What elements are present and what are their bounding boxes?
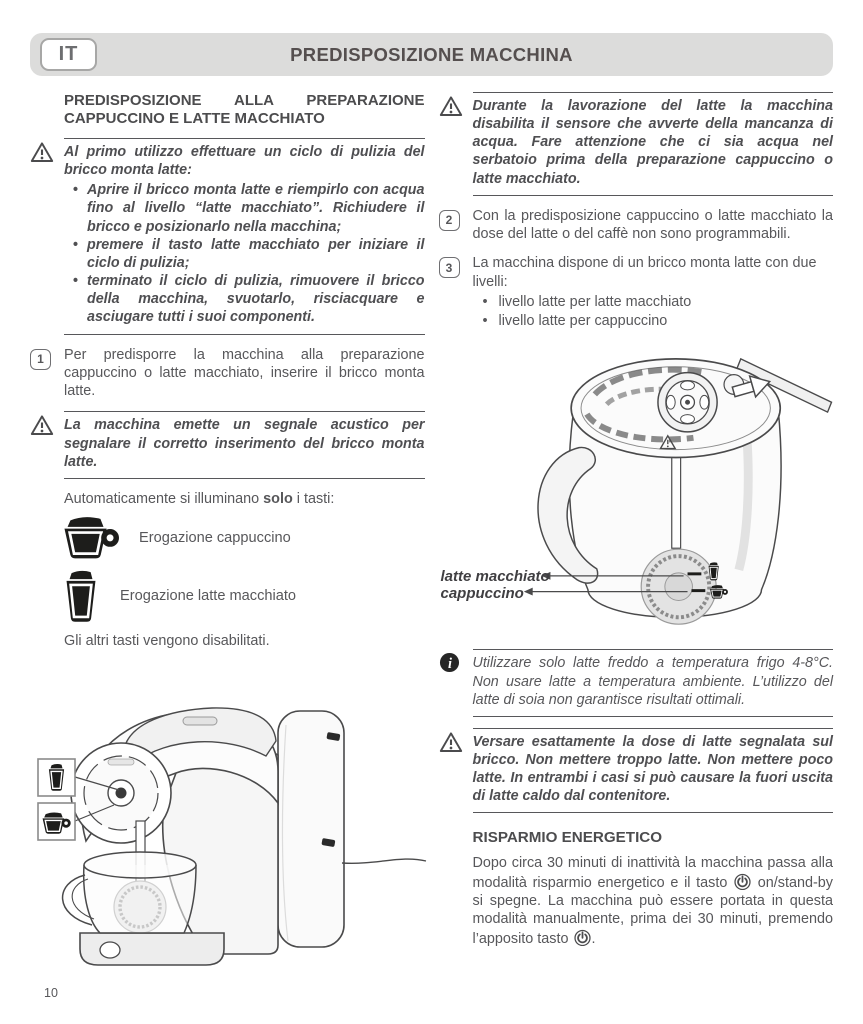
jug-label-latte-macchiato: latte macchiato (440, 568, 550, 586)
energy-paragraph (473, 854, 834, 947)
info-cold-milk (439, 649, 834, 716)
step-text: Per predisporre la macchina alla preparazione cappuccino o latte macchiato, inserire il bricco monta latte. (64, 346, 425, 400)
power-icon (574, 929, 591, 946)
keys-intro-prefix: Automaticamente si illuminano (64, 490, 264, 507)
section-title-risparmio-energetico: RISPARMIO ENERGETICO (472, 829, 663, 847)
warning-first-use (30, 138, 425, 335)
warning-milk-dose (439, 728, 834, 814)
keys-intro (64, 491, 425, 507)
cappuccino-cup-icon (62, 516, 119, 561)
warning-icon (439, 95, 463, 117)
machine-illustration (28, 653, 428, 983)
key-label: Erogazione latte macchiato (120, 588, 297, 605)
jug-level-glass-icon (708, 563, 718, 581)
warning-icon (30, 141, 54, 163)
svg-text:i: i (447, 656, 452, 673)
latte-glass-icon (62, 570, 100, 623)
warning-acoustic-signal (30, 411, 425, 478)
key-latte-macchiato (62, 570, 425, 623)
jug-lid (571, 359, 780, 458)
power-icon (734, 873, 751, 890)
content-columns (30, 92, 833, 983)
page-title: PREDISPOSIZIONE MACCHINA (290, 43, 573, 65)
step-text: Con la predisposizione cappuccino o latte macchiato la dose del latte o del caffè non sono programmabili. (472, 207, 833, 243)
info-icon (439, 652, 460, 673)
list-item: • premere il tasto latte macchiato per iniziare il ciclo di pulizia; (64, 236, 425, 272)
step-text: La macchina dispone di un bricco monta latte con due livelli: (472, 255, 817, 290)
step-2 (439, 207, 834, 244)
list-item: • livello latte per latte macchiato (473, 293, 834, 312)
header-bar (30, 33, 833, 76)
section-title-predisposizione: PREDISPOSIZIONE ALLA PREPARAZIONE CAPPUCCINO E LATTE MACCHIATO (64, 92, 425, 127)
jug-label-cappuccino: cappuccino (440, 585, 524, 603)
callout-glass-icon (49, 764, 64, 791)
right-column (439, 92, 834, 983)
step-1 (30, 346, 425, 401)
warning-bullets (64, 181, 425, 326)
language-badge: IT (40, 38, 97, 71)
info-text: Utilizzare solo latte freddo a temperatura frigo 4-8°C. Non usare latte a temperatura ambiente. L’utilizzo del latte di soia non garantisce risultati ottimali. (472, 655, 833, 708)
warning-icon (30, 414, 54, 436)
warning-text: Versare esattamente la dose di latte segnalata sul bricco. Non mettere troppo latte. Non mettere poco latte. In entrambi i casi si può causare la fuori uscita di latte caldo dal contenitore. (472, 733, 833, 805)
warning-text: La macchina emette un segnale acustico per segnalare il corretto inserimento del bricco monta latte. (64, 417, 425, 470)
step-3 (439, 254, 834, 330)
keys-intro-bold: solo (263, 490, 293, 507)
left-column (30, 92, 425, 983)
key-label: Erogazione cappuccino (139, 530, 291, 547)
list-item: • terminato il ciclo di pulizia, rimuovere il bricco della macchina, svuotarlo, risciacquare e asciugare tutti i suoi componenti. (64, 272, 425, 326)
list-item: • Aprire il bricco monta latte e riempirlo con acqua fino al livello “latte macchiato”. Richiudere il bricco e posizionarlo nella macchina; (64, 181, 425, 235)
machine-drawing (28, 653, 428, 983)
warning-water-sensor (439, 92, 834, 196)
step-number-badge: 2 (439, 210, 460, 231)
energy-text-part: Dopo circa 30 minuti di inattività la macchina passa alla modalità risparmio energetico e il tasto (472, 855, 833, 891)
milk-jug-illustration (439, 341, 834, 643)
step-number-badge: 3 (439, 257, 460, 278)
keys-outro: Gli altri tasti vengono disabilitati. (64, 632, 270, 649)
warning-text: Durante la lavorazione del latte la macchina disabilita il sensore che avverte della mancanza di acqua. Fare attenzione che ci sia acqua nel serbatoio prima della preparazione cappuccino o latte macchiato. (472, 98, 833, 187)
page-number: 10 (44, 986, 58, 1000)
step-number-badge: 1 (30, 349, 51, 370)
key-cappuccino (62, 516, 425, 561)
list-item: • livello latte per cappuccino (473, 312, 834, 331)
warning-icon (439, 731, 463, 753)
energy-text-part: on/stand-by si spegne. La macchina può essere portata in questa modalità manualmente, prima dei 30 minuti, premendo l’apposito tasto (472, 874, 833, 947)
levels-list (473, 293, 834, 330)
keys-intro-suffix: i tasti: (292, 490, 335, 507)
warning-text: Al primo utilizzo effettuare un ciclo di pulizia del bricco monta latte: (64, 144, 425, 179)
energy-text-part: . (591, 930, 596, 947)
